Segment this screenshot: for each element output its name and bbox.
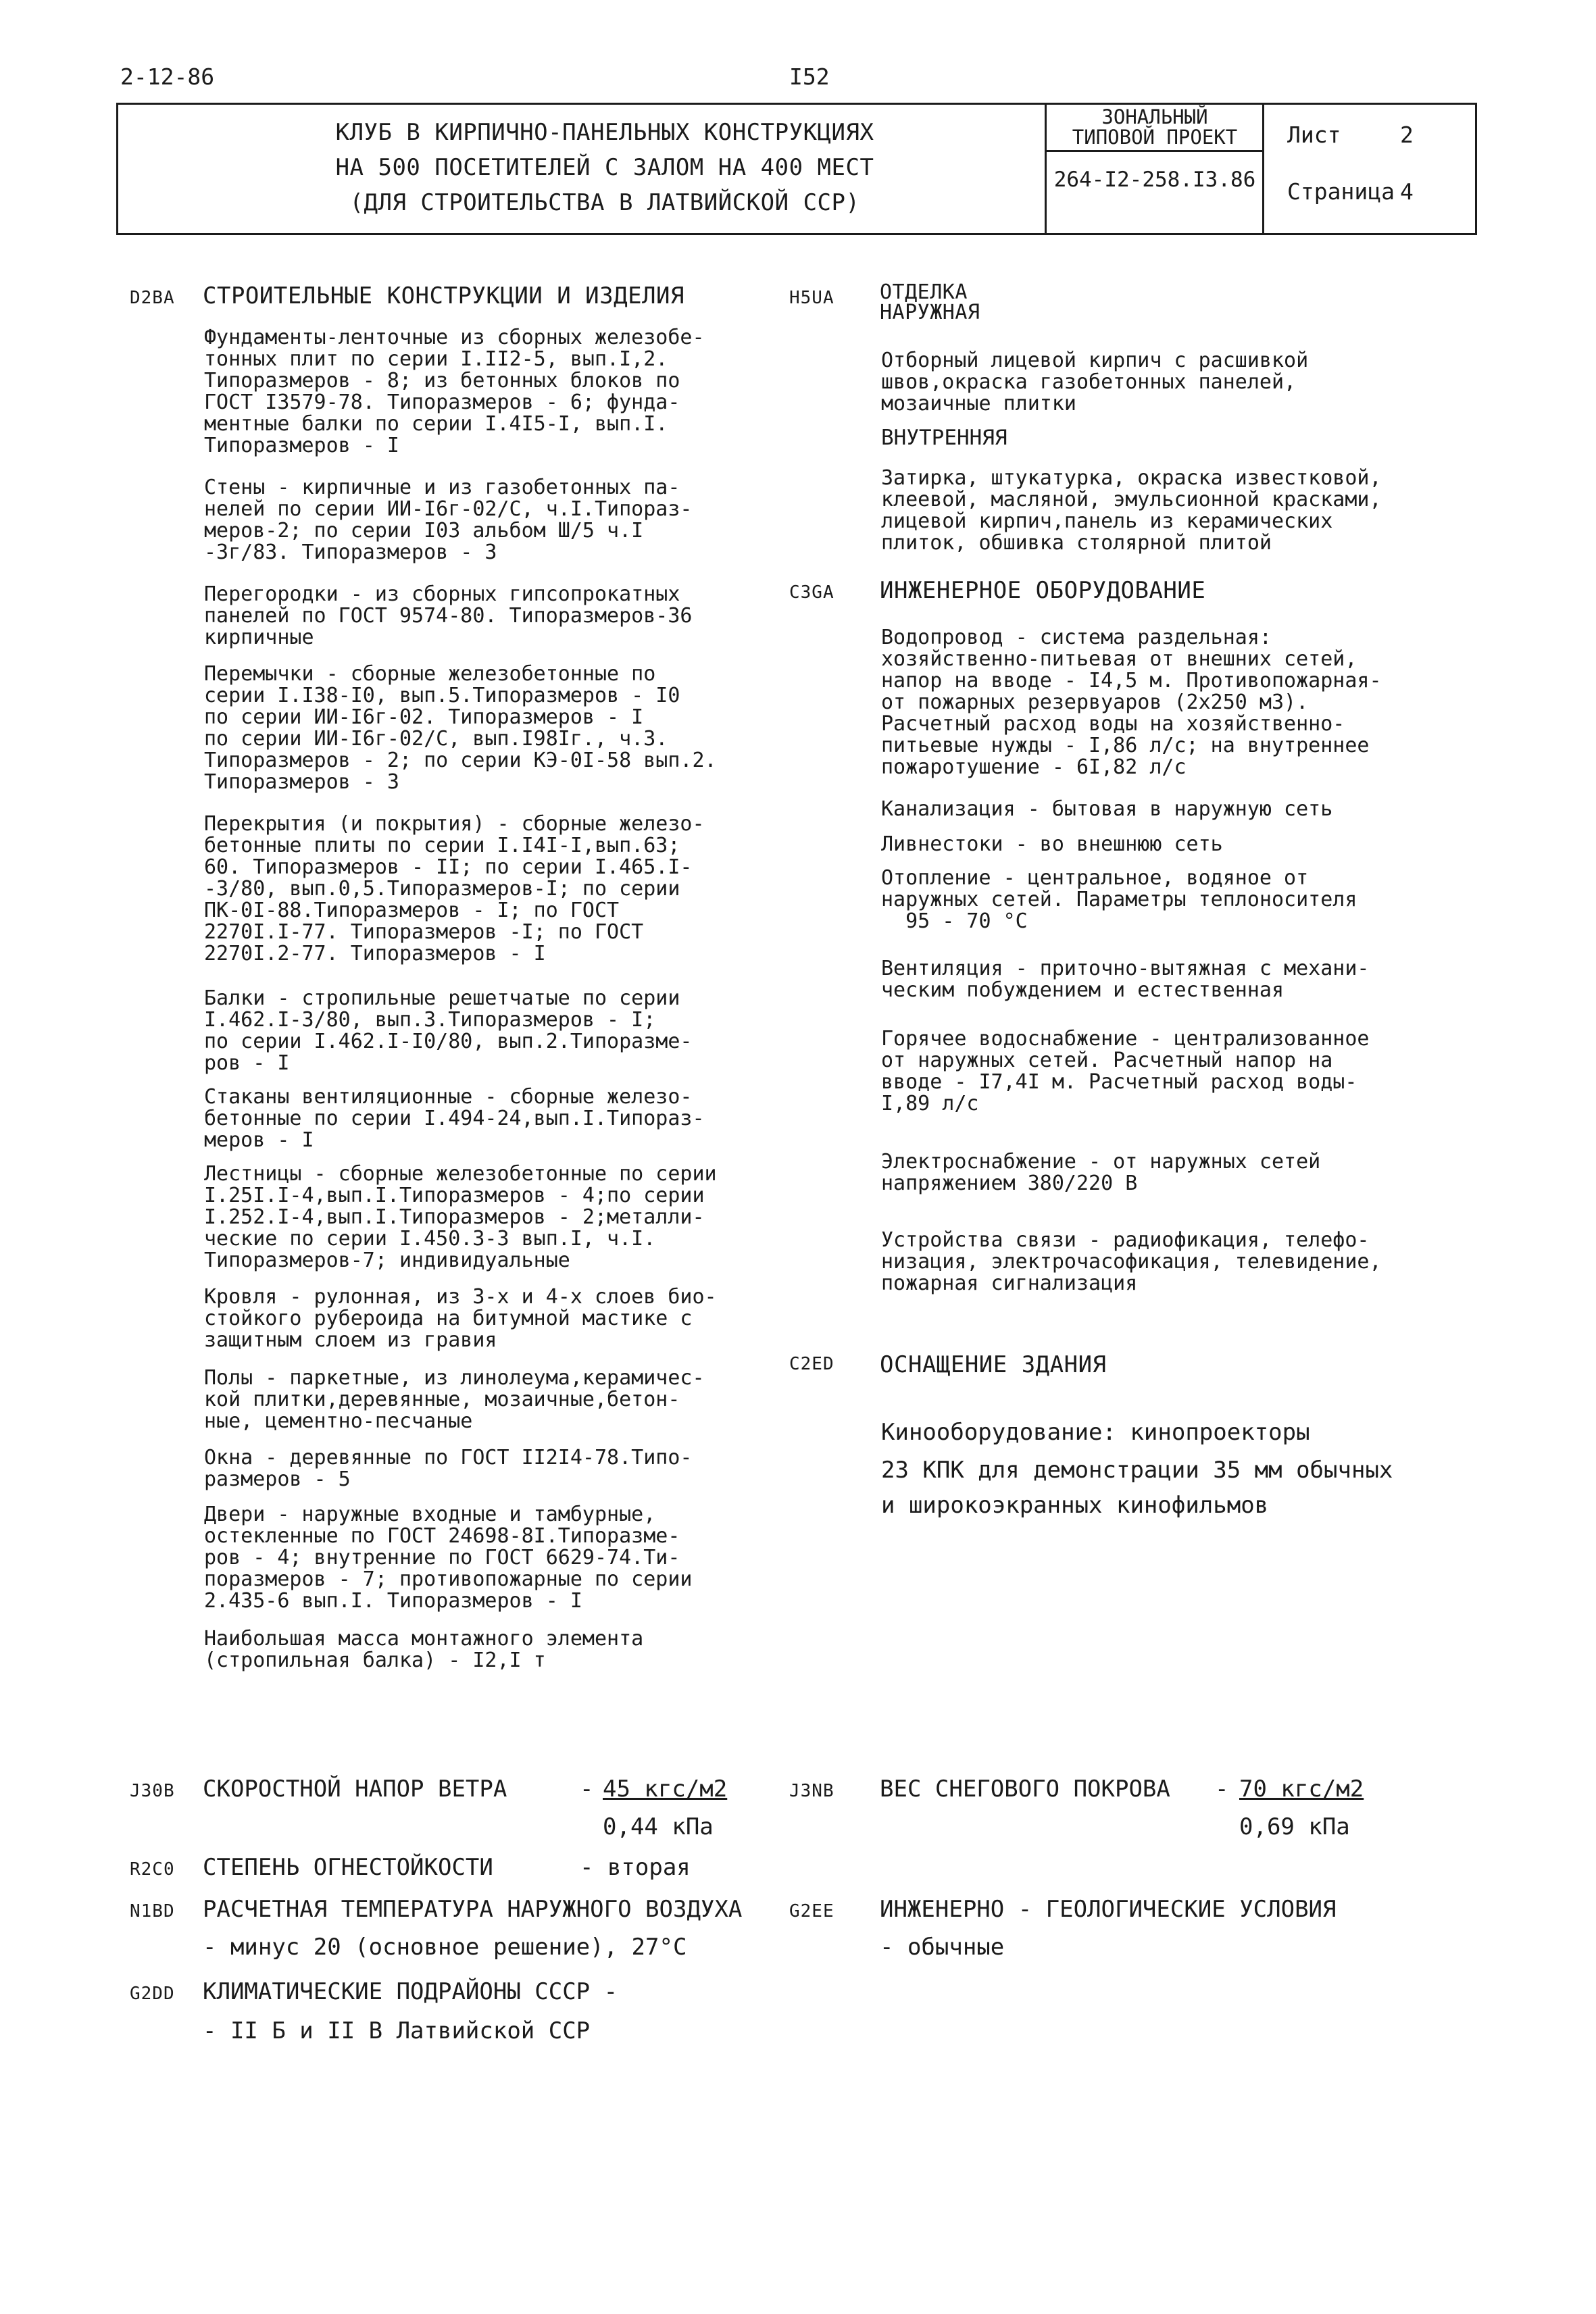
project-type-line-2: ТИПОВОЙ ПРОЕКТ — [1072, 126, 1238, 149]
stamp-title-line: НА 500 ПОСЕТИТЕЛЕЙ С ЗАЛОМ НА 400 МЕСТ — [335, 154, 874, 181]
wind-dash: - — [580, 1776, 594, 1803]
climate-value: - II Б и II В Латвийской ССР — [203, 2017, 591, 2044]
stamp-title-line: КЛУБ В КИРПИЧНО-ПАНЕЛЬНЫХ КОНСТРУКЦИЯХ — [335, 119, 874, 146]
wind-value-2: 0,44 кПа — [603, 1813, 714, 1840]
equipment-code: C2ED — [789, 1354, 834, 1374]
engineering-heading: ИНЖЕНЕРНОЕ ОБОРУДОВАНИЕ — [880, 577, 1206, 604]
finish-code: H5UA — [789, 288, 834, 308]
stamp-title-line: (ДЛЯ СТРОИТЕЛЬСТВА В ЛАТВИЙСКОЙ ССР) — [349, 189, 860, 216]
section-heading: СТРОИТЕЛЬНЫЕ КОНСТРУКЦИИ И ИЗДЕЛИЯ — [203, 282, 684, 309]
snow-label: ВЕС СНЕГОВОГО ПОКРОВА — [880, 1776, 1170, 1803]
engineering-paragraph: Электроснабжение - от наружных сетей напряжением 380/220 В — [881, 1150, 1321, 1195]
engineering-paragraph: Вентиляция - приточно-вытяжная с механи- ческим побуждением и естественная — [881, 957, 1370, 1002]
equipment-line: и широкоэкранных кинофильмов — [881, 1492, 1269, 1519]
structures-paragraph: Перегородки - из сборных гипсопрокатных панелей по ГОСТ 9574-80. Типоразмеров-36 кирпичные — [204, 582, 693, 649]
geology-value: - обычные — [880, 1934, 1005, 1961]
engineering-code: C3GA — [789, 582, 834, 603]
document-code: 2-12-86 — [120, 64, 215, 90]
stamp-divider-1 — [1045, 103, 1047, 233]
structures-paragraph: Полы - паркетные, из линолеума,керамичес- кой плитки,деревянные, мозаичные,бетон- ные, цементно-песчаные — [204, 1366, 705, 1433]
project-type — [1047, 107, 1262, 147]
wind-label: СКОРОСТНОЙ НАПОР ВЕТРА — [203, 1776, 507, 1803]
finish-inner-text: Затирка, штукатурка, окраска известковой, клеевой, масляной, эмульсионной красками, лицевой кирпич,панель из керамических плиток, обшивка столярной плитой — [881, 466, 1382, 555]
structures-paragraph: Фундаменты-ленточные из сборных железобе- тонных плит по серии I.II2-5, вып.I,2. Типоразмеров - 8; из бетонных блоков по ГОСТ I3579-78. Типоразмеров - 6; фунда- ментные балки по серии I.4I5-I, вып.I. Типоразмеров - I — [204, 326, 705, 457]
structures-paragraph: Стены - кирпичные и из газобетонных па- нелей по серии ИИ-I6г-02/С, ч.I.Типораз- меров-2; по серии I03 альбом Ш/5 ч.I -3г/83. Типоразмеров - 3 — [204, 476, 693, 564]
snow-value-2: 0,69 кПа — [1239, 1813, 1350, 1840]
finish-heading-2: НАРУЖНАЯ — [880, 301, 980, 324]
equipment-line: 23 КПК для демонстрации 35 мм обычных — [881, 1457, 1393, 1484]
snow-code: J3NB — [789, 1781, 834, 1801]
geology-label: ИНЖЕНЕРНО - ГЕОЛОГИЧЕСКИЕ УСЛОВИЯ — [880, 1896, 1337, 1923]
structures-paragraph: Кровля - рулонная, из 3-х и 4-х слоев био- стойкого рубероида на битумной мастике с защитным слоем из гравия — [204, 1285, 717, 1352]
fire-code: R2C0 — [130, 1859, 175, 1880]
structures-paragraph: Перекрытия (и покрытия) - сборные железо- бетонные плиты по серии I.I4I-I,вып.63; 60. Типоразмеров - II; по серии I.465.I- -3/80, вып.0,5.Типоразмеров-I; по серии ПК-0I-88.Типоразмеров - I; по ГОСТ 2270I.I-77. Типоразмеров -I; по ГОСТ 2270I.2-77. Типоразмеров - I — [204, 812, 705, 965]
temperature-code: N1BD — [130, 1901, 175, 1921]
engineering-paragraph: Канализация - бытовая в наружную сеть — [881, 797, 1333, 821]
structures-paragraph: Перемычки - сборные железобетонные по серии I.I38-I0, вып.5.Типоразмеров - I0 по серии ИИ-I6г-02. Типоразмеров - I по серии ИИ-I6г-02/С, вып.I98Iг., ч.3. Типоразмеров - 2; по серии КЭ-0I-58 вып.2. Типоразмеров - 3 — [204, 662, 717, 794]
climate-code: G2DD — [130, 1984, 175, 2004]
structures-paragraph: Лестницы - сборные железобетонные по серии I.25I.I-4,вып.I.Типоразмеров - 4;по серии I.252.I-4,вып.I.Типоразмеров - 2;металли- ческие по серии I.450.3-3 вып.I, ч.I. Типоразмеров-7; индивидуальные — [204, 1162, 717, 1272]
snow-value-1: 70 кгс/м2 — [1239, 1776, 1364, 1803]
stamp-divider-2 — [1262, 103, 1264, 233]
engineering-paragraph: Ливнестоки - во внешнюю сеть — [881, 832, 1223, 856]
temperature-label: РАСЧЕТНАЯ ТЕМПЕРАТУРА НАРУЖНОГО ВОЗДУХА — [203, 1896, 743, 1923]
wind-value-1: 45 кгс/м2 — [603, 1776, 728, 1803]
fire-label: СТЕПЕНЬ ОГНЕСТОЙКОСТИ — [203, 1854, 493, 1881]
sheet-label: Лист — [1287, 122, 1341, 148]
page-value: 4 — [1400, 178, 1414, 205]
snow-dash: - — [1215, 1776, 1229, 1803]
structures-paragraph: Наибольшая масса монтажного элемента (стропильная балка) - I2,I т — [204, 1627, 644, 1672]
finish-outer-text: Отборный лицевой кирпич с расшивкой швов,окраска газобетонных панелей, мозаичные плитки — [881, 349, 1309, 416]
section-code: D2BA — [130, 288, 175, 308]
structures-paragraph: Балки - стропильные решетчатые по серии I.462.I-3/80, вып.3.Типоразмеров - I; по серии I.462.I-I0/80, вып.2.Типоразме- ров - I — [204, 986, 693, 1075]
equipment-line: Кинооборудование: кинопроекторы — [881, 1419, 1310, 1446]
equipment-heading: ОСНАЩЕНИЕ ЗДАНИЯ — [880, 1351, 1107, 1378]
wind-code: J30B — [130, 1781, 175, 1801]
geology-code: G2EE — [789, 1901, 834, 1921]
finish-heading-1: ОТДЕЛКА — [880, 280, 968, 304]
temperature-value: - минус 20 (основное решение), 27°С — [203, 1934, 687, 1961]
stamp-divider-3 — [1045, 150, 1262, 152]
fire-value: - вторая — [580, 1854, 691, 1881]
engineering-paragraph: Водопровод - система раздельная: хозяйственно-питьевая от внешних сетей, напор на вводе - I4,5 м. Противопожарная- от пожарных резервуаров (2х250 м3). Расчетный расход воды на хозяйственно- питьевые нужды - I,86 л/с; на внутреннее пожаротушение - 6I,82 л/с — [881, 626, 1382, 779]
finish-heading — [880, 282, 980, 323]
project-number: 264-I2-258.I3.86 — [1053, 168, 1256, 192]
climate-label: КЛИМАТИЧЕСКИЕ ПОДРАЙОНЫ СССР - — [203, 1978, 618, 2005]
engineering-paragraph: Горячее водоснабжение - централизованное от наружных сетей. Расчетный напор на вводе - I7,4I м. Расчетный расход воды- I,89 л/с — [881, 1027, 1370, 1115]
structures-paragraph: Двери - наружные входные и тамбурные, остекленные по ГОСТ 24698-8I.Типоразме- ров - 4; внутренние по ГОСТ 6629-74.Ти- поразмеров - 7; противопожарные по серии 2.435-6 вып.I. Типоразмеров - I — [204, 1503, 693, 1613]
stamp-title — [203, 115, 1007, 220]
engineering-paragraph: Устройства связи - радиофикация, телефо- низация, электрочасофикация, телевидение, пожарная сигнализация — [881, 1228, 1382, 1295]
project-type-line-1: ЗОНАЛЬНЫЙ — [1101, 105, 1208, 128]
sheet-value: 2 — [1400, 122, 1414, 148]
page-number: I52 — [789, 64, 830, 90]
structures-paragraph: Стаканы вентиляционные - сборные железо- бетонные по серии I.494-24,вып.I.Типораз- меров - I — [204, 1085, 705, 1152]
structures-paragraph: Окна - деревянные по ГОСТ II2I4-78.Типо- размеров - 5 — [204, 1446, 693, 1491]
page-label: Страница — [1287, 178, 1395, 205]
finish-inner-heading: ВНУТРЕННЯЯ — [881, 426, 1007, 450]
engineering-paragraph: Отопление - центральное, водяное от наружных сетей. Параметры теплоносителя 95 - 70 °С — [881, 866, 1357, 933]
